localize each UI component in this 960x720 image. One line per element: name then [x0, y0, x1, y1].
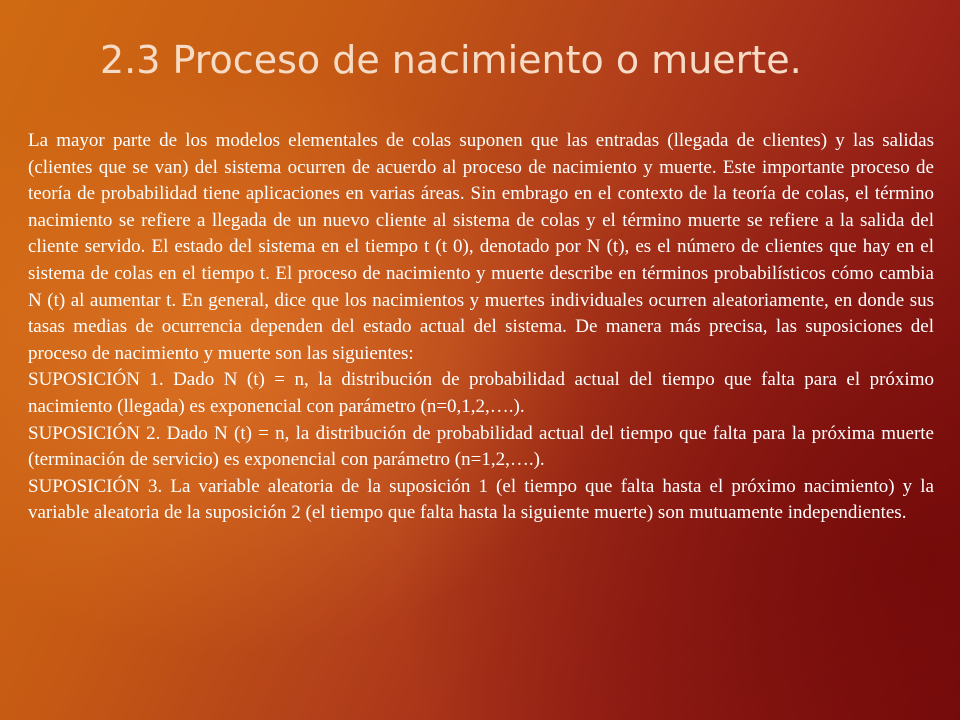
assumption-3-paragraph: SUPOSICIÓN 3. La variable aleatoria de la suposición 1 (el tiempo que falta hasta el próximo nacimiento) y la variable aleatoria de la suposición 2 (el tiempo que falta hasta la siguiente muerte) son mutuamente independientes.	[28, 475, 934, 524]
intro-paragraph: La mayor parte de los modelos elementales de colas suponen que las entradas (llegada de clientes) y las salidas (clientes que se van) del sistema ocurren de acuerdo al proceso de nacimiento y muerte. Este importante proceso de teoría de probabilidad tiene aplicaciones en varias áreas. Sin embrago en el contexto de la teoría de colas, el término nacimiento se refiere a llegada de un nuevo cliente al sistema de colas y el término muerte se refiere a la salida del cliente servido. El estado del sistema en el tiempo t (t 0), denotado por N (t), es el número de clientes que hay en el sistema de colas en el tiempo t. El proceso de nacimiento y muerte describe en términos probabilísticos cómo cambia N (t) al aumentar t. En general, dice que los nacimientos y muertes individuales ocurren aleatoriamente, en donde sus tasas medias de ocurrencia dependen del estado actual del sistema. De manera más precisa, las suposiciones del proceso de nacimiento y muerte son las siguientes:	[28, 130, 934, 364]
assumption-1-paragraph: SUPOSICIÓN 1. Dado N (t) = n, la distribución de probabilidad actual del tiempo que falta para el próximo nacimiento (llegada) es exponencial con parámetro (n=0,1,2,….).	[28, 369, 934, 417]
slide-title: 2.3 Proceso de nacimiento o muerte.	[100, 38, 802, 82]
slide-body	[28, 128, 934, 527]
assumption-2-paragraph: SUPOSICIÓN 2. Dado N (t) = n, la distribución de probabilidad actual del tiempo que falta para la próxima muerte (terminación de servicio) es exponencial con parámetro (n=1,2,….).	[28, 422, 934, 471]
